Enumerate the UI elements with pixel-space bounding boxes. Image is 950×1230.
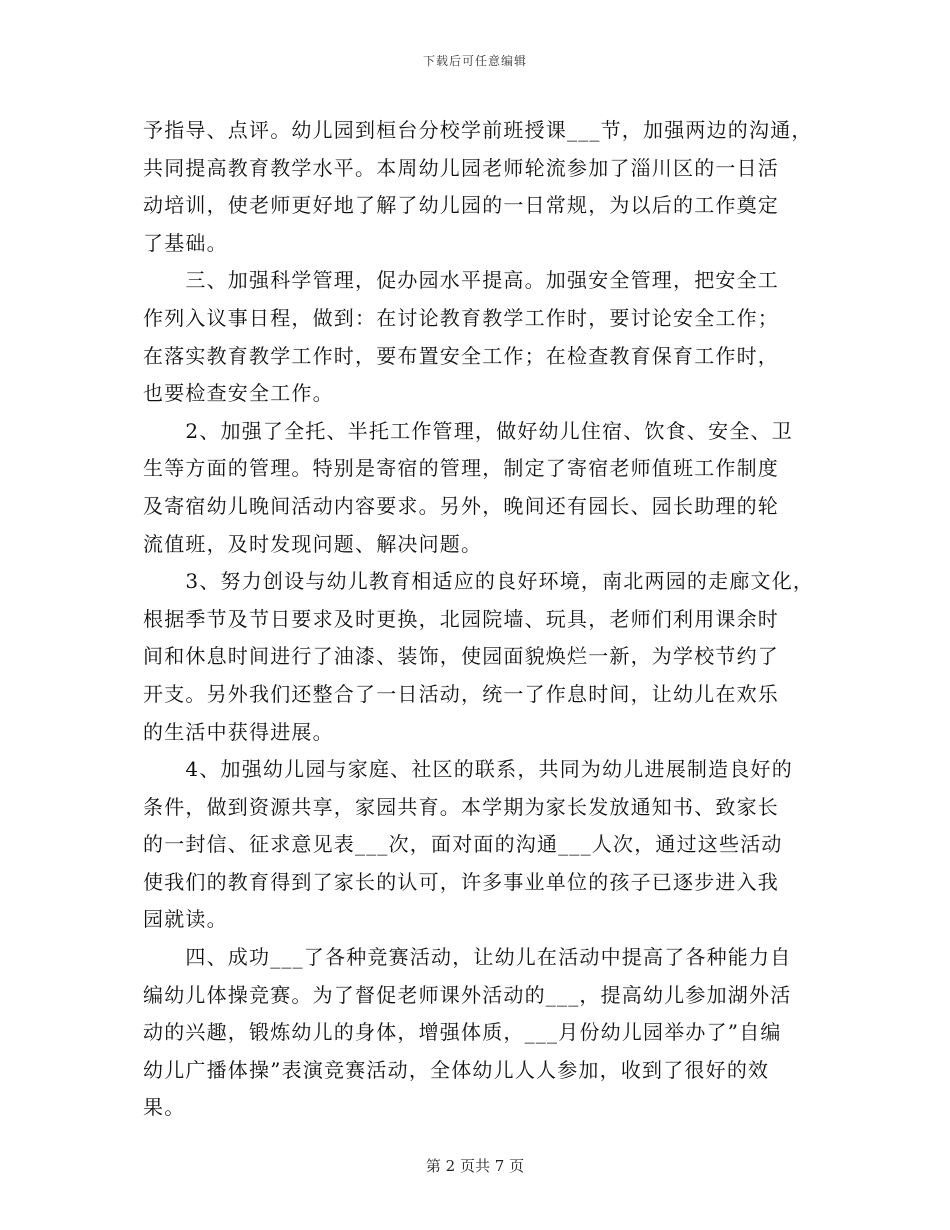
text-line: 间和休息时间进行了油漆、装饰，使园面貌焕烂一新，为学校节约了: [143, 644, 779, 669]
text-line: 开支。另外我们还整合了一日活动，统一了作息时间，让幼儿在欢乐: [143, 681, 779, 706]
document-body: [143, 112, 823, 1127]
text-line: 根据季节及节日要求及时更换，北园院墙、玩具，老师们利用课余时: [143, 606, 779, 631]
text-line: 园就读。: [143, 907, 228, 932]
page-header: 下载后可任意编辑: [422, 54, 527, 68]
text-line: 共同提高教育教学水平。本周幼儿园老师轮流参加了淄川区的一日活: [143, 155, 779, 180]
text-line: 予指导、点评。幼儿园到桓台分校学前班授课___节，加强两边的沟通，: [143, 118, 813, 142]
text-line: 使我们的教育得到了家长的认可，许多事业单位的孩子已逐步进入我: [143, 869, 779, 894]
text-line: 三、加强科学管理，促办园水平提高。加强安全管理，把安全工: [143, 268, 779, 293]
text-line: 流值班，及时发现问题、解决问题。: [143, 531, 483, 556]
text-line: 也要检查安全工作。: [143, 381, 334, 406]
body-text: [143, 112, 823, 1127]
text-line: 了基础。: [143, 230, 228, 255]
page-number: 第 2 页共 7 页: [425, 1157, 525, 1175]
text-line: 在落实教育教学工作时，要布置安全工作；在检查教育保育工作时，: [143, 343, 779, 368]
text-line: 生等方面的管理。特别是寄宿的管理，制定了寄宿老师值班工作制度: [143, 456, 779, 481]
text-line: 编幼儿体操竞赛。为了督促老师课外活动的___，提高幼儿参加湖外活: [143, 982, 792, 1007]
text-line: 动培训，使老师更好地了解了幼儿园的一日常规，为以后的工作奠定: [143, 193, 779, 218]
text-line: 的一封信、征求意见表___次，面对面的沟通___人次，通过这些活动: [143, 832, 783, 857]
text-line: 果。: [143, 1095, 186, 1120]
text-line: 3、努力创设与幼儿教育相适应的良好环境，南北两园的走廊文化，: [143, 569, 815, 594]
text-line: 幼儿广播体操”表演竞赛活动，全体幼儿人人参加，收到了很好的效: [143, 1057, 770, 1082]
text-line: 四、成功___了各种竞赛活动，让幼儿在活动中提高了各种能力自: [143, 945, 792, 970]
text-line: 动的兴趣，锻炼幼儿的身体，增强体质，___月份幼儿园举办了”自编: [143, 1020, 782, 1045]
text-line: 作列入议事日程，做到：在讨论教育教学工作时，要讨论安全工作；: [143, 305, 779, 330]
text-line: 2、加强了全托、半托工作管理，做好幼儿住宿、饮食、安全、卫: [143, 418, 793, 443]
text-line: 条件，做到资源共享，家园共育。本学期为家长发放通知书、致家长: [143, 794, 779, 819]
text-line: 的生活中获得进展。: [143, 719, 334, 744]
text-line: 4、加强幼儿园与家庭、社区的联系，共同为幼儿进展制造良好的: [143, 757, 793, 782]
text-line: 及寄宿幼儿晚间活动内容要求。另外，晚间还有园长、园长助理的轮: [143, 493, 779, 518]
